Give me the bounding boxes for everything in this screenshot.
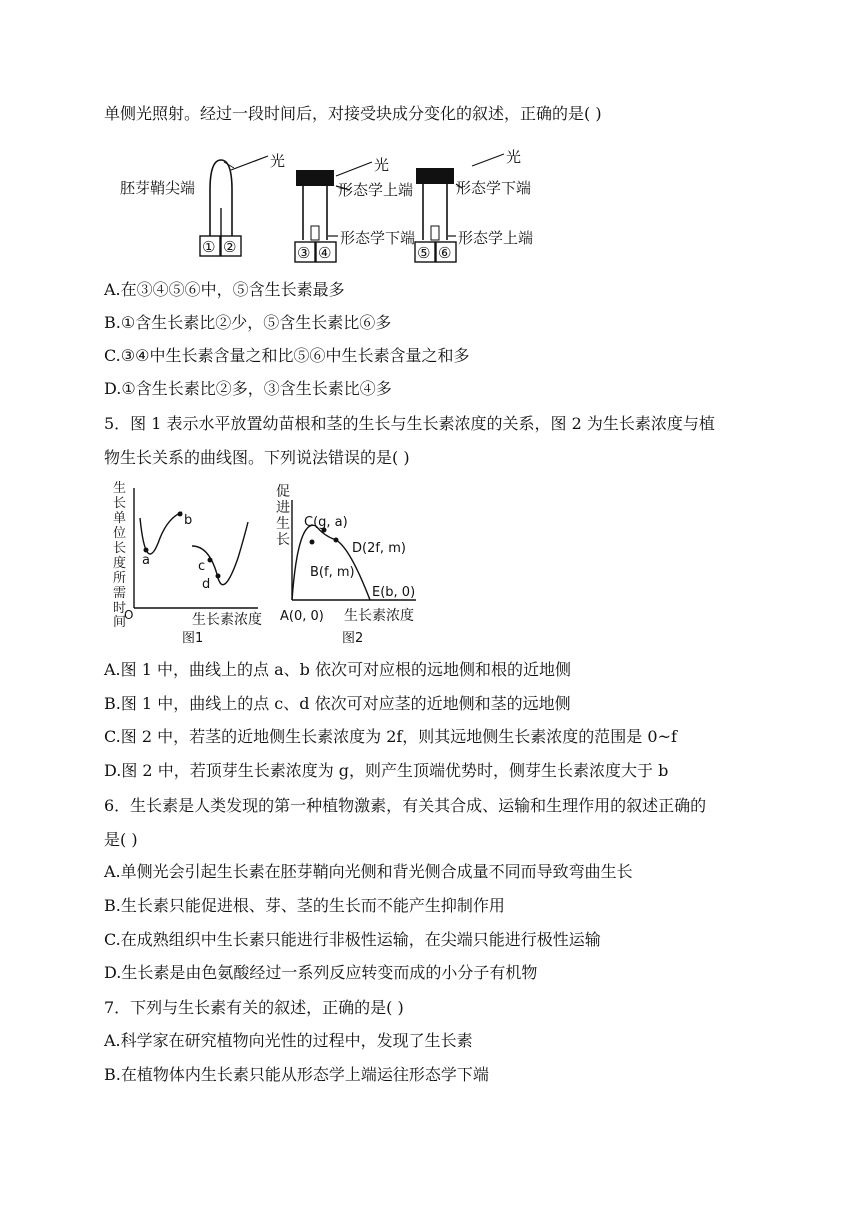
q5-option-d: D.图 2 中，若顶芽生长素浓度为 g，则产生顶端优势时，侧芽生长素浓度大于 b — [104, 761, 669, 780]
fig1-origin: O — [124, 608, 134, 622]
segment-setup-inverted — [415, 148, 533, 262]
fig2-ylabel-c1: 促 — [276, 484, 290, 500]
q4-figure — [110, 148, 550, 266]
tip-label: 胚芽鞘尖端 — [120, 179, 196, 197]
fig2-label-a: A(0, 0) — [280, 609, 324, 624]
fig2-curve — [292, 525, 370, 600]
lower-label-1: 形态学下端 — [340, 229, 416, 247]
block-5: ⑤ — [417, 244, 431, 262]
fig1-ylabel-c6: 度 — [113, 556, 127, 571]
q6-stem-line2: 是( ) — [104, 830, 138, 849]
fig1-label-a: a — [142, 553, 150, 568]
coleoptile-setup — [120, 152, 285, 256]
upper-label-1: 形态学上端 — [338, 181, 414, 199]
fig2-xlabel: 生长素浓度 — [344, 608, 414, 624]
block-4: ④ — [318, 244, 332, 262]
q4-option-c: C.③④中生长素含量之和比⑤⑥中生长素含量之和多 — [104, 346, 470, 365]
fig1-point-c — [208, 558, 213, 563]
block-1: ① — [202, 238, 216, 256]
fig2-point-b — [310, 540, 315, 545]
fig2-label-d: D(2f, m) — [352, 541, 406, 556]
segment-setup-upright — [295, 156, 415, 262]
light-label-1: 光 — [270, 152, 286, 170]
fig1-caption: 图1 — [182, 631, 204, 646]
fig1-ylabel-c7: 所 — [113, 571, 127, 586]
fig1-ylabel-c9: 时 — [113, 601, 127, 616]
q6-stem-line1: 6．生长素是人类发现的第一种植物激素，有关其合成、运输和生理作用的叙述正确的 — [104, 796, 707, 815]
q4-option-a: A.在③④⑤⑥中，⑤含生长素最多 — [104, 280, 345, 299]
q5-figure-2 — [270, 478, 430, 650]
fig2-ylabel-c2: 进 — [276, 500, 290, 516]
block-2: ② — [223, 238, 237, 256]
q4-option-b: B.①含生长素比②少，⑤含生长素比⑥多 — [104, 313, 392, 332]
fig2-caption: 图2 — [342, 631, 364, 646]
fig1-ylabel-c1: 生 — [113, 481, 127, 496]
q5-option-c: C.图 2 中，若茎的近地侧生长素浓度为 2f，则其远地侧生长素浓度的范围是 0~f — [104, 727, 677, 746]
fig1-ylabel-c2: 长 — [113, 496, 127, 511]
light-label-2: 光 — [374, 156, 390, 174]
fig1-point-d — [216, 574, 221, 579]
fig2-point-d — [334, 538, 339, 543]
block-6: ⑥ — [438, 244, 452, 262]
fig1-label-c: c — [198, 559, 206, 574]
fig1-ylabel-c4: 位 — [113, 526, 127, 541]
fig1-point-b — [178, 512, 183, 517]
fig2-label-c: C(g, a) — [304, 515, 348, 530]
fig1-label-b: b — [184, 513, 193, 528]
fig1-point-a — [144, 548, 149, 553]
q6-option-a: A.单侧光会引起生长素在胚芽鞘向光侧和背光侧合成量不同而导致弯曲生长 — [104, 862, 633, 881]
fig1-ylabel-c10: 间 — [113, 615, 127, 630]
q5-figure-1 — [108, 478, 268, 650]
q5-stem-line1: 5．图 1 表示水平放置幼苗根和茎的生长与生长素浓度的关系，图 2 为生长素浓度与植 — [104, 414, 715, 433]
q4-stem-tail: 单侧光照射。经过一段时间后，对接受块成分变化的叙述，正确的是( ) — [104, 104, 602, 123]
q5-option-a: A.图 1 中，曲线上的点 a、b 依次可对应根的远地侧和根的近地侧 — [104, 660, 571, 679]
fig2-label-e: E(b, 0) — [372, 585, 416, 600]
fig2-ylabel-c4: 长 — [276, 532, 290, 548]
fig2-ylabel-c3: 生 — [276, 516, 290, 532]
q7-option-b: B.在植物体内生长素只能从形态学上端运往形态学下端 — [104, 1065, 489, 1084]
q5-stem-line2: 物生长关系的曲线图。下列说法错误的是( ) — [104, 448, 410, 467]
fig1-label-d: d — [202, 577, 211, 592]
fig1-ylabel-c3: 单 — [113, 511, 127, 526]
fig1-ylabel-c5: 长 — [113, 541, 127, 556]
q4-option-d: D.①含生长素比②多，③含生长素比④多 — [104, 379, 392, 398]
light-label-3: 光 — [506, 148, 522, 166]
upper-label-2: 形态学上端 — [458, 229, 534, 247]
q6-option-c: C.在成熟组织中生长素只能进行非极性运输，在尖端只能进行极性运输 — [104, 930, 601, 949]
q5-option-b: B.图 1 中，曲线上的点 c、d 依次可对应茎的近地侧和茎的远地侧 — [104, 694, 571, 713]
q6-option-b: B.生长素只能促进根、芽、茎的生长而不能产生抑制作用 — [104, 896, 505, 915]
q6-option-d: D.生长素是由色氨酸经过一系列反应转变而成的小分子有机物 — [104, 963, 538, 982]
q7-option-a: A.科学家在研究植物向光性的过程中，发现了生长素 — [104, 1031, 473, 1050]
fig1-ylabel-c8: 需 — [113, 586, 127, 601]
lower-label-2: 形态学下端 — [456, 179, 532, 197]
q7-stem: 7．下列与生长素有关的叙述，正确的是( ) — [104, 998, 404, 1017]
fig1-xlabel: 生长素浓度 — [192, 612, 262, 628]
fig2-label-b: B(f, m) — [310, 565, 355, 580]
block-3: ③ — [297, 244, 311, 262]
